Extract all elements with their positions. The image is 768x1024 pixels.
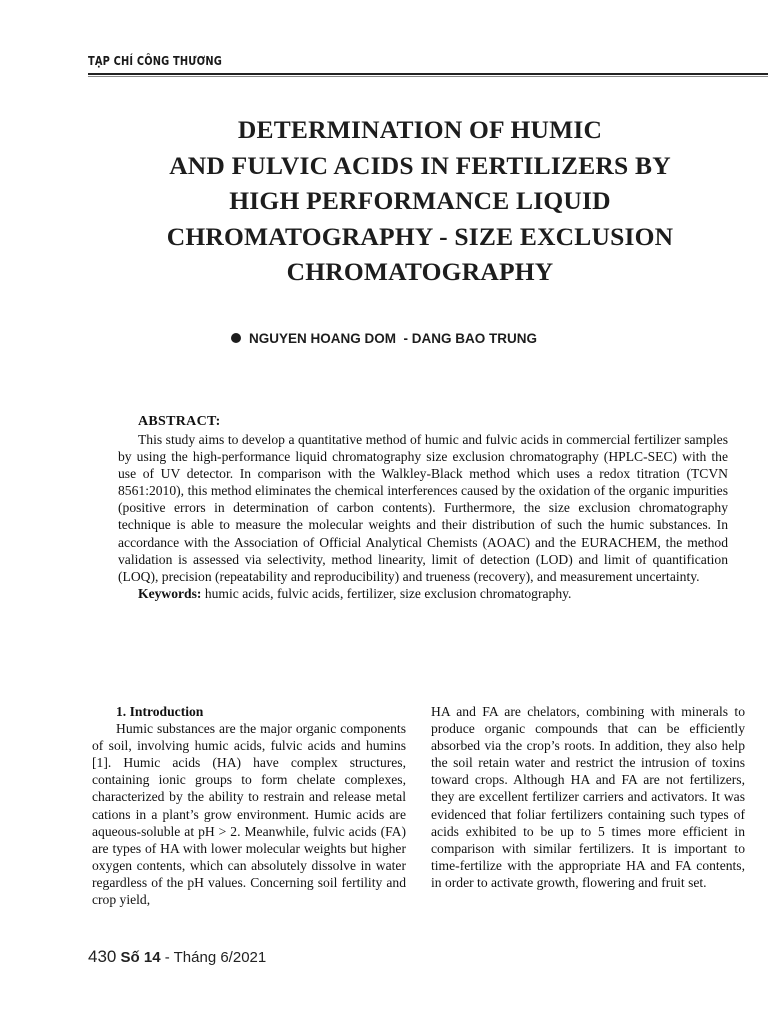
column-left <box>92 703 406 908</box>
title-line: DETERMINATION OF HUMIC <box>237 115 603 144</box>
header-rule-thin <box>88 76 768 77</box>
page-number: 430 <box>88 947 117 966</box>
title-line: AND FULVIC ACIDS IN FERTILIZERS BY <box>169 150 671 180</box>
intro-paragraph-right: HA and FA are chelators, combining with minerals to produce organic compounds that can be efficiently absorbed via the crop’s roots. In addition, they also help the soil retain water and restrict the intrusion of toxins toward crops. Although HA and FA are not fertilizers, they are excellent fertilizer carriers and activators. It was evidenced that foliar fertilizers containing such types of acids exhibited to be up to 5 times more efficient in comparison with similar fertilizers. It is important to time-fertilize with the appropriate HA and FA contents, in order to activate growth, flowering and fruit set. <box>431 704 745 890</box>
author-names: NGUYEN HOANG DOM - DANG BAO TRUNG <box>249 331 537 346</box>
abstract-body: This study aims to develop a quantitative method of humic and fulvic acids in commercial fertilizer samples by using the high-performance liquid chromatography size exclusion chromatography (HPLC-SEC) with the use of UV detector. In comparison with the Walkley-Black method which uses a redox titration (TCVN 8561:2010), this method eliminates the chemical interferences caused by the oxidation of the organic impurities (positive errors in determination of carbon contents). Furthermore, the size exclusion chromatography technique is able to measure the molecular weights and their distribution of such the humic substances. In accordance with the Association of Official Analytical Chemists (AOAC) and the EURACHEM, the method validation is assessed via selectivity, method linearity, limit of detection (LOD) and limit of quantification (LOQ), precision (repeatability and reproducibility) and trueness (recovery), and measurement uncertainty. <box>118 432 728 584</box>
keywords-text: humic acids, fulvic acids, fertilizer, size exclusion chromatography. <box>201 585 572 601</box>
title-line: HIGH PERFORMANCE LIQUID <box>229 186 611 215</box>
intro-paragraph-left: Humic substances are the major organic components of soil, involving humic acids, fulvic acids and humins [1]. Humic acids (HA) have complex structures, containing ionic groups to form chelate complexes, characterized by the ability to restrain and release metal cations in a plant’s grow environment. Humic acids are aqueous-soluble at pH > 2. Meanwhile, fulvic acids (FA) are types of HA with lower molecular weights but higher oxygen contents, which can absolutely dissolve in water regardless of the pH values. Concerning soil fertility and crop yield, <box>92 721 406 908</box>
issue-date: - Tháng 6/2021 <box>160 949 267 966</box>
abstract-heading: ABSTRACT: <box>138 414 221 429</box>
page-footer <box>88 947 266 967</box>
keywords <box>118 585 728 602</box>
issue-number: 14 <box>143 949 161 966</box>
header-rule <box>88 73 768 75</box>
authors <box>0 331 768 346</box>
paper-title <box>100 112 740 290</box>
section-heading: 1. Introduction <box>116 704 204 719</box>
keywords-label: Keywords: <box>138 585 202 601</box>
abstract <box>118 431 728 602</box>
title-line: CHROMATOGRAPHY <box>286 257 554 286</box>
column-right <box>431 703 745 891</box>
journal-header: TẠP CHÍ CÔNG THƯƠNG <box>88 54 223 68</box>
title-line: CHROMATOGRAPHY - SIZE EXCLUSION <box>166 221 674 251</box>
bullet-icon <box>231 333 241 343</box>
issue-label: Số <box>120 949 140 966</box>
